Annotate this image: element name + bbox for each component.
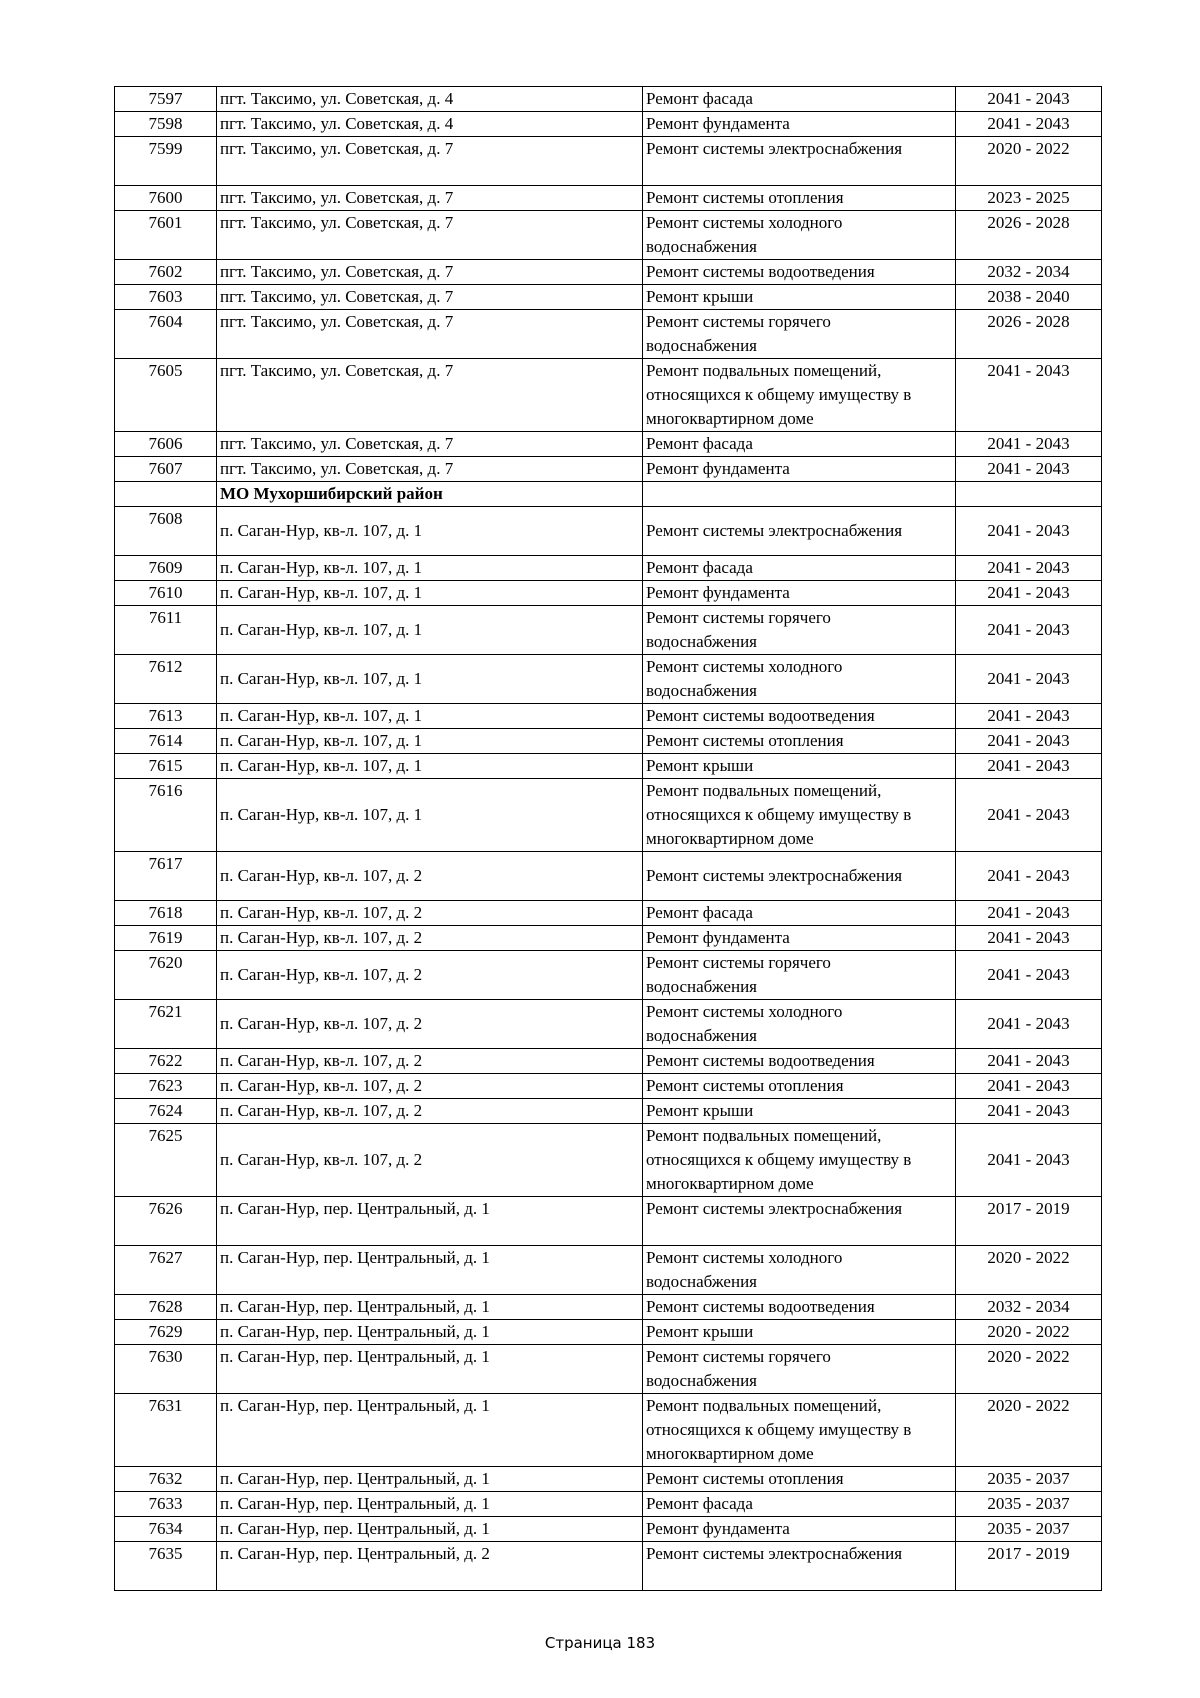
period-cell: 2041 - 2043 [956,457,1102,482]
table-row [115,359,1102,432]
period-cell: 2041 - 2043 [956,901,1102,926]
address-cell: п. Саган-Нур, кв-л. 107, д. 2 [217,1124,643,1197]
work-type-cell: Ремонт системы отопления [643,729,956,754]
address-cell: п. Саган-Нур, кв-л. 107, д. 2 [217,926,643,951]
address-cell: п. Саган-Нур, пер. Центральный, д. 2 [217,1542,643,1591]
table-row [115,581,1102,606]
table-row [115,901,1102,926]
address-cell: п. Саган-Нур, кв-л. 107, д. 2 [217,901,643,926]
period-cell: 2041 - 2043 [956,87,1102,112]
row-number-cell: 7604 [115,310,217,359]
table-row [115,1345,1102,1394]
work-type-cell: Ремонт системы отопления [643,1074,956,1099]
row-number-cell: 7623 [115,1074,217,1099]
address-cell: п. Саган-Нур, кв-л. 107, д. 1 [217,779,643,852]
row-number-cell: 7622 [115,1049,217,1074]
work-type-cell: Ремонт подвальных помещений, относящихся к общему имуществу в многоквартирном доме [643,1124,956,1197]
repair-schedule-table [114,86,1102,1591]
row-number-cell: 7631 [115,1394,217,1467]
address-cell: пгт. Таксимо, ул. Советская, д. 4 [217,112,643,137]
table-row [115,1542,1102,1591]
period-cell: 2041 - 2043 [956,1099,1102,1124]
table-row [115,1492,1102,1517]
work-type-cell: Ремонт системы горячего водоснабжения [643,310,956,359]
row-number-cell: 7611 [115,606,217,655]
address-cell: п. Саган-Нур, кв-л. 107, д. 1 [217,507,643,556]
row-number-cell: 7600 [115,186,217,211]
work-type-cell: Ремонт системы водоотведения [643,704,956,729]
address-cell: п. Саган-Нур, кв-л. 107, д. 1 [217,729,643,754]
row-number-cell: 7616 [115,779,217,852]
table-row [115,1124,1102,1197]
row-number-cell: 7635 [115,1542,217,1591]
address-cell: п. Саган-Нур, кв-л. 107, д. 1 [217,606,643,655]
address-cell: п. Саган-Нур, пер. Центральный, д. 1 [217,1246,643,1295]
table-row [115,1000,1102,1049]
work-type-cell: Ремонт фундамента [643,581,956,606]
row-number-cell: 7598 [115,112,217,137]
work-type-cell: Ремонт подвальных помещений, относящихся к общему имуществу в многоквартирном доме [643,779,956,852]
address-cell: п. Саган-Нур, кв-л. 107, д. 2 [217,1049,643,1074]
work-type-cell: Ремонт крыши [643,1099,956,1124]
period-cell: 2041 - 2043 [956,655,1102,704]
row-number-cell: 7621 [115,1000,217,1049]
work-type-cell: Ремонт подвальных помещений, относящихся к общему имуществу в многоквартирном доме [643,1394,956,1467]
period-cell: 2017 - 2019 [956,1197,1102,1246]
work-type-cell: Ремонт системы холодного водоснабжения [643,211,956,260]
work-type-cell: Ремонт фундамента [643,1517,956,1542]
table-row [115,754,1102,779]
section-title-cell: МО Мухоршибирский район [217,482,643,507]
page-number: Страница 183 [544,1634,656,1652]
row-number-cell: 7612 [115,655,217,704]
work-type-cell: Ремонт системы электроснабжения [643,1197,956,1246]
period-cell: 2041 - 2043 [956,754,1102,779]
period-cell: 2041 - 2043 [956,779,1102,852]
work-type-cell: Ремонт системы холодного водоснабжения [643,1000,956,1049]
work-type-cell: Ремонт системы электроснабжения [643,507,956,556]
period-cell: 2041 - 2043 [956,432,1102,457]
address-cell: пгт. Таксимо, ул. Советская, д. 7 [217,260,643,285]
work-type-cell: Ремонт системы горячего водоснабжения [643,951,956,1000]
period-cell: 2041 - 2043 [956,606,1102,655]
work-type-cell: Ремонт фасада [643,901,956,926]
section-header-row [115,482,1102,507]
address-cell: п. Саган-Нур, кв-л. 107, д. 1 [217,556,643,581]
address-cell: п. Саган-Нур, пер. Центральный, д. 1 [217,1517,643,1542]
work-type-cell: Ремонт крыши [643,754,956,779]
address-cell: пгт. Таксимо, ул. Советская, д. 7 [217,137,643,186]
address-cell: п. Саган-Нур, пер. Центральный, д. 1 [217,1492,643,1517]
table-row [115,779,1102,852]
period-cell: 2041 - 2043 [956,1074,1102,1099]
period-cell: 2020 - 2022 [956,1246,1102,1295]
work-type-cell: Ремонт системы горячего водоснабжения [643,606,956,655]
work-type-cell: Ремонт системы горячего водоснабжения [643,1345,956,1394]
row-number-cell: 7628 [115,1295,217,1320]
period-cell: 2026 - 2028 [956,310,1102,359]
address-cell: п. Саган-Нур, пер. Центральный, д. 1 [217,1320,643,1345]
table-row [115,852,1102,901]
period-cell: 2041 - 2043 [956,926,1102,951]
table-row [115,112,1102,137]
work-type-cell: Ремонт системы электроснабжения [643,1542,956,1591]
period-cell: 2020 - 2022 [956,137,1102,186]
period-cell: 2041 - 2043 [956,581,1102,606]
table-row [115,704,1102,729]
table-row [115,285,1102,310]
row-number-cell: 7632 [115,1467,217,1492]
table-body [115,87,1102,1591]
period-cell: 2041 - 2043 [956,951,1102,1000]
address-cell: п. Саган-Нур, кв-л. 107, д. 2 [217,1074,643,1099]
work-type-cell: Ремонт фундамента [643,457,956,482]
table-row [115,432,1102,457]
row-number-cell: 7602 [115,260,217,285]
period-cell: 2032 - 2034 [956,260,1102,285]
row-number-cell: 7625 [115,1124,217,1197]
table-row [115,87,1102,112]
period-cell: 2023 - 2025 [956,186,1102,211]
period-cell: 2041 - 2043 [956,1000,1102,1049]
row-number-cell: 7609 [115,556,217,581]
period-cell: 2041 - 2043 [956,1049,1102,1074]
address-cell: п. Саган-Нур, кв-л. 107, д. 1 [217,704,643,729]
table-row [115,186,1102,211]
address-cell: п. Саган-Нур, кв-л. 107, д. 2 [217,1099,643,1124]
address-cell: п. Саган-Нур, кв-л. 107, д. 2 [217,951,643,1000]
table-row [115,1074,1102,1099]
row-number-cell: 7618 [115,901,217,926]
work-type-cell: Ремонт системы водоотведения [643,1049,956,1074]
address-cell: пгт. Таксимо, ул. Советская, д. 7 [217,359,643,432]
table-row [115,137,1102,186]
row-number-cell: 7599 [115,137,217,186]
row-number-cell: 7613 [115,704,217,729]
row-number-cell: 7597 [115,87,217,112]
table-row [115,1295,1102,1320]
address-cell: пгт. Таксимо, ул. Советская, д. 7 [217,457,643,482]
address-cell: пгт. Таксимо, ул. Советская, д. 7 [217,285,643,310]
work-type-cell: Ремонт системы холодного водоснабжения [643,1246,956,1295]
address-cell: п. Саган-Нур, кв-л. 107, д. 1 [217,655,643,704]
address-cell: пгт. Таксимо, ул. Советская, д. 4 [217,87,643,112]
work-type-cell: Ремонт системы водоотведения [643,1295,956,1320]
row-number-cell: 7617 [115,852,217,901]
work-type-cell [643,482,956,507]
table-row [115,310,1102,359]
period-cell [956,482,1102,507]
work-type-cell: Ремонт подвальных помещений, относящихся к общему имуществу в многоквартирном доме [643,359,956,432]
address-cell: п. Саган-Нур, пер. Центральный, д. 1 [217,1295,643,1320]
work-type-cell: Ремонт фасада [643,1492,956,1517]
period-cell: 2020 - 2022 [956,1320,1102,1345]
period-cell: 2017 - 2019 [956,1542,1102,1591]
address-cell: п. Саган-Нур, пер. Центральный, д. 1 [217,1394,643,1467]
period-cell: 2020 - 2022 [956,1394,1102,1467]
row-number-cell: 7620 [115,951,217,1000]
period-cell: 2041 - 2043 [956,729,1102,754]
address-cell: п. Саган-Нур, кв-л. 107, д. 2 [217,852,643,901]
work-type-cell: Ремонт фасада [643,556,956,581]
work-type-cell: Ремонт системы водоотведения [643,260,956,285]
row-number-cell: 7603 [115,285,217,310]
address-cell: п. Саган-Нур, пер. Центральный, д. 1 [217,1197,643,1246]
period-cell: 2026 - 2028 [956,211,1102,260]
row-number-cell: 7630 [115,1345,217,1394]
address-cell: пгт. Таксимо, ул. Советская, д. 7 [217,186,643,211]
work-type-cell: Ремонт фасада [643,87,956,112]
table-row [115,655,1102,704]
period-cell: 2020 - 2022 [956,1345,1102,1394]
period-cell: 2041 - 2043 [956,704,1102,729]
table-row [115,1099,1102,1124]
period-cell: 2035 - 2037 [956,1517,1102,1542]
work-type-cell: Ремонт системы электроснабжения [643,137,956,186]
row-number-cell: 7624 [115,1099,217,1124]
period-cell: 2041 - 2043 [956,112,1102,137]
period-cell: 2038 - 2040 [956,285,1102,310]
period-cell: 2041 - 2043 [956,507,1102,556]
table-row [115,1517,1102,1542]
address-cell: п. Саган-Нур, кв-л. 107, д. 1 [217,581,643,606]
period-cell: 2035 - 2037 [956,1467,1102,1492]
table-row [115,1197,1102,1246]
work-type-cell: Ремонт фундамента [643,112,956,137]
row-number-cell: 7634 [115,1517,217,1542]
row-number-cell: 7607 [115,457,217,482]
table-row [115,1049,1102,1074]
address-cell: пгт. Таксимо, ул. Советская, д. 7 [217,310,643,359]
address-cell: п. Саган-Нур, пер. Центральный, д. 1 [217,1345,643,1394]
table-row [115,1394,1102,1467]
work-type-cell: Ремонт системы холодного водоснабжения [643,655,956,704]
period-cell: 2041 - 2043 [956,852,1102,901]
table-row [115,260,1102,285]
row-number-cell: 7608 [115,507,217,556]
row-number-cell: 7629 [115,1320,217,1345]
row-number-cell: 7619 [115,926,217,951]
period-cell: 2041 - 2043 [956,359,1102,432]
work-type-cell: Ремонт фундамента [643,926,956,951]
table-row [115,926,1102,951]
row-number-cell: 7615 [115,754,217,779]
period-cell: 2035 - 2037 [956,1492,1102,1517]
row-number-cell: 7633 [115,1492,217,1517]
table-row [115,1467,1102,1492]
period-cell: 2041 - 2043 [956,556,1102,581]
work-type-cell: Ремонт системы отопления [643,1467,956,1492]
address-cell: п. Саган-Нур, пер. Центральный, д. 1 [217,1467,643,1492]
table-row [115,951,1102,1000]
table-row [115,507,1102,556]
address-cell: п. Саган-Нур, кв-л. 107, д. 2 [217,1000,643,1049]
row-number-cell: 7606 [115,432,217,457]
table-row [115,1246,1102,1295]
table-row [115,729,1102,754]
table-row [115,1320,1102,1345]
row-number-cell: 7614 [115,729,217,754]
address-cell: п. Саган-Нур, кв-л. 107, д. 1 [217,754,643,779]
row-number-cell: 7610 [115,581,217,606]
work-type-cell: Ремонт крыши [643,1320,956,1345]
row-number-cell: 7627 [115,1246,217,1295]
row-number-cell: 7601 [115,211,217,260]
period-cell: 2041 - 2043 [956,1124,1102,1197]
table-row [115,211,1102,260]
row-number-cell: 7605 [115,359,217,432]
work-type-cell: Ремонт системы отопления [643,186,956,211]
row-number-cell: 7626 [115,1197,217,1246]
work-type-cell: Ремонт системы электроснабжения [643,852,956,901]
work-type-cell: Ремонт фасада [643,432,956,457]
table-row [115,457,1102,482]
table-row [115,606,1102,655]
row-number-cell [115,482,217,507]
address-cell: пгт. Таксимо, ул. Советская, д. 7 [217,432,643,457]
address-cell: пгт. Таксимо, ул. Советская, д. 7 [217,211,643,260]
period-cell: 2032 - 2034 [956,1295,1102,1320]
table-row [115,556,1102,581]
work-type-cell: Ремонт крыши [643,285,956,310]
